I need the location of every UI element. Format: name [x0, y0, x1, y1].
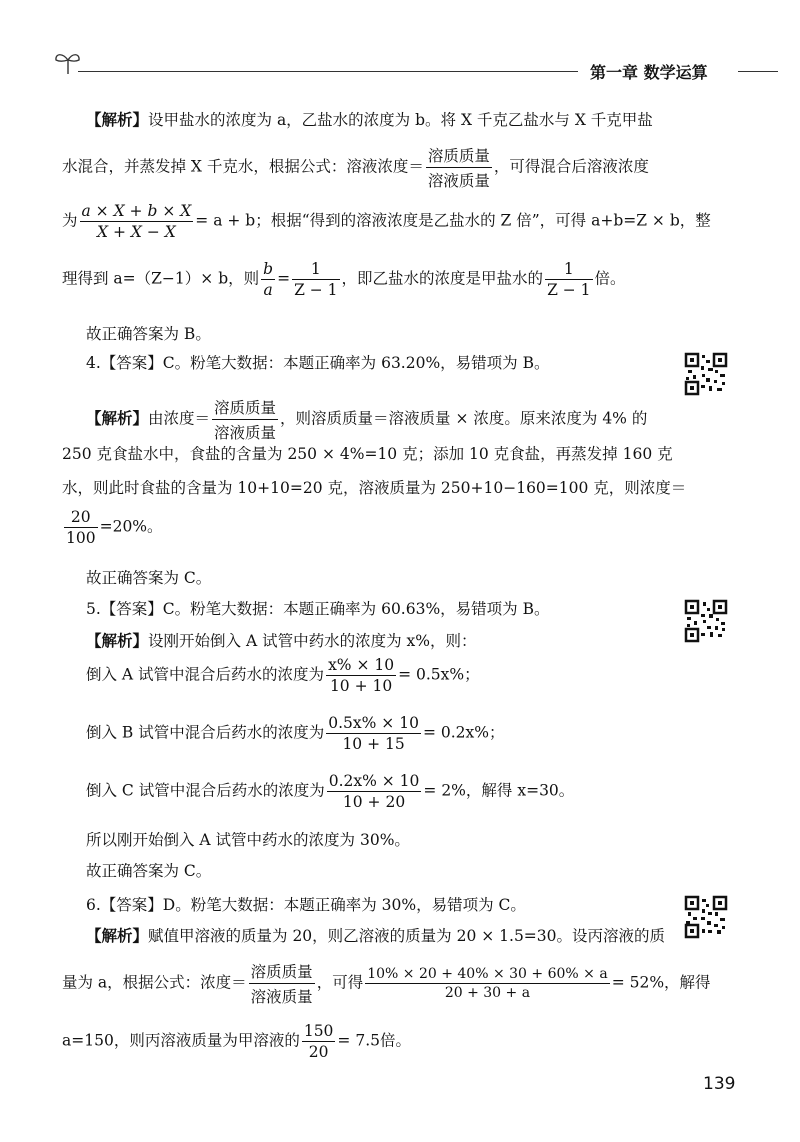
fraction	[545, 260, 592, 299]
text-fragment: = 52%，解得	[611, 973, 711, 992]
analysis-tag: 【解析】	[86, 631, 149, 650]
fraction-denominator: 20 + 30 + a	[444, 985, 531, 1001]
text-line	[62, 960, 711, 1007]
text-fragment: = 7.5倍。	[337, 1031, 411, 1050]
fraction	[261, 260, 275, 299]
fraction	[212, 396, 278, 443]
text-line	[62, 260, 626, 299]
fraction-denominator: 溶液质量	[250, 988, 313, 1006]
fraction-denominator: 10 + 10	[329, 677, 393, 695]
qr-code-icon[interactable]	[684, 895, 728, 939]
text-fragment: a=150，则丙溶液质量为甲溶液的	[62, 1031, 300, 1050]
text-fragment: 倍。	[594, 269, 626, 288]
fraction-denominator: X + X − X	[97, 223, 176, 241]
text-fragment: = 2%，解得 x=30。	[423, 781, 575, 800]
text-fragment: = a + b；根据“得到的溶液浓度是乙盐水的 Z 倍”，可得 a+b=Z × b，整	[195, 211, 711, 230]
fraction	[64, 508, 98, 547]
text-fragment: 量为 a，根据公式：浓度＝	[62, 973, 247, 992]
fraction	[426, 144, 492, 191]
fraction-denominator: Z − 1	[294, 281, 338, 299]
analysis-tag: 【解析】	[86, 926, 149, 945]
fraction-denominator: 10 + 20	[342, 793, 406, 811]
fraction-numerator: 1	[292, 260, 339, 280]
fraction	[302, 1022, 336, 1061]
answer-line: 6.【答案】D。粉笔大数据：本题正确率为 30%，易错项为 C。	[86, 896, 526, 914]
fraction-numerator: b	[263, 260, 274, 278]
fraction	[327, 772, 422, 811]
analysis-tag: 【解析】	[86, 408, 149, 428]
text-line	[86, 772, 574, 811]
text-line	[86, 396, 647, 443]
fraction-numerator: x% × 10	[328, 656, 395, 674]
header-rule-right	[738, 71, 778, 72]
text-fragment: 为	[62, 211, 78, 230]
text-fragment: = 0.5x%；	[398, 665, 480, 684]
fraction-denominator: 溶液质量	[427, 172, 490, 190]
fraction	[326, 656, 396, 695]
text-line	[86, 714, 504, 753]
text-fragment: =20%。	[99, 517, 163, 536]
fraction-numerator: 0.5x% × 10	[328, 714, 419, 732]
text-line	[86, 656, 480, 695]
text-line	[86, 629, 476, 651]
text-line: 250 克食盐水中，食盐的含量为 250 × 4%=10 克；添加 10 克食盐，再蒸发掉 160 克	[62, 445, 673, 463]
fraction-denominator: 100	[66, 529, 96, 547]
fraction-denominator: 10 + 15	[342, 735, 405, 753]
text-fragment: 设刚开始倒入 A 试管中药水的浓度为 x%，则：	[148, 632, 477, 650]
text-fragment: ，则溶质质量＝溶液质量 × 浓度。原来浓度为 4% 的	[280, 409, 648, 428]
text-fragment: = 0.2x%；	[422, 723, 505, 742]
analysis-tag: 【解析】	[86, 110, 149, 129]
page-number: 139	[703, 1074, 736, 1094]
chapter-title: 第一章 数学运算	[590, 63, 708, 82]
text-fragment: ，可得混合后溶液浓度	[493, 157, 649, 176]
conclusion: 故正确答案为 B。	[86, 325, 211, 343]
fraction	[80, 202, 194, 241]
fraction-numerator: 150	[303, 1022, 334, 1040]
text-fragment: 由浓度＝	[148, 409, 211, 428]
text-line	[62, 508, 163, 547]
fraction	[326, 714, 421, 753]
text-line	[62, 1022, 411, 1061]
fraction-numerator: a × X + b × X	[81, 202, 192, 220]
text-fragment: 倒入 C 试管中混合后药水的浓度为	[86, 781, 325, 800]
text-fragment: 理得到 a=（Z−1）× b，则	[62, 269, 260, 288]
fraction-numerator: 0.2x% × 10	[328, 772, 420, 790]
text-line	[86, 924, 665, 946]
conclusion: 故正确答案为 C。	[86, 862, 212, 880]
fraction	[365, 966, 609, 1001]
text-fragment: 水混合，并蒸发掉 X 千克水，根据公式：溶液浓度＝	[62, 157, 424, 176]
fraction-denominator: 溶液质量	[214, 424, 277, 442]
fraction-numerator: 20	[64, 508, 98, 528]
fraction-denominator: Z − 1	[547, 281, 591, 299]
fraction-numerator: 溶质质量	[426, 144, 492, 168]
text-line: 所以刚开始倒入 A 试管中药水的浓度为 30%。	[86, 831, 410, 849]
text-line	[62, 144, 649, 191]
conclusion: 故正确答案为 C。	[86, 569, 212, 587]
fraction-numerator: 溶质质量	[249, 960, 315, 984]
answer-line: 5.【答案】C。粉笔大数据：本题正确率为 60.63%，易错项为 B。	[86, 600, 550, 618]
text-fragment: 倒入 A 试管中混合后药水的浓度为	[86, 665, 325, 684]
analysis-text: 设甲盐水的浓度为 a，乙盐水的浓度为 b。将 X 千克乙盐水与 X 千克甲盐	[148, 111, 653, 129]
text-fragment: =	[277, 269, 291, 288]
answer-line: 4.【答案】C。粉笔大数据：本题正确率为 63.20%，易错项为 B。	[86, 354, 550, 372]
qr-code-icon[interactable]	[684, 352, 728, 396]
text-fragment: 倒入 B 试管中混合后药水的浓度为	[86, 723, 325, 742]
text-fragment: ，即乙盐水的浓度是甲盐水的	[341, 269, 544, 288]
text-fragment: ，可得	[316, 973, 364, 992]
fraction-denominator: 20	[308, 1043, 329, 1061]
text-fragment: 赋值甲溶液的质量为 20，则乙溶液的质量为 20 × 1.5=30。设丙溶液的质	[148, 927, 666, 945]
fraction	[292, 260, 339, 299]
fraction-denominator: a	[263, 281, 273, 299]
text-line: 水，则此时食盐的含量为 10+10=20 克，溶液质量为 250+10−160=100 克，则浓度＝	[62, 479, 687, 497]
fraction-numerator: 1	[545, 260, 592, 280]
header-rule	[78, 71, 578, 72]
fraction-numerator: 溶质质量	[212, 396, 278, 420]
text-line	[62, 202, 711, 241]
text-line	[86, 108, 653, 130]
qr-code-icon[interactable]	[684, 599, 728, 643]
fraction	[249, 960, 315, 1007]
fraction-numerator: 10% × 20 + 40% × 30 + 60% × a	[367, 966, 608, 982]
